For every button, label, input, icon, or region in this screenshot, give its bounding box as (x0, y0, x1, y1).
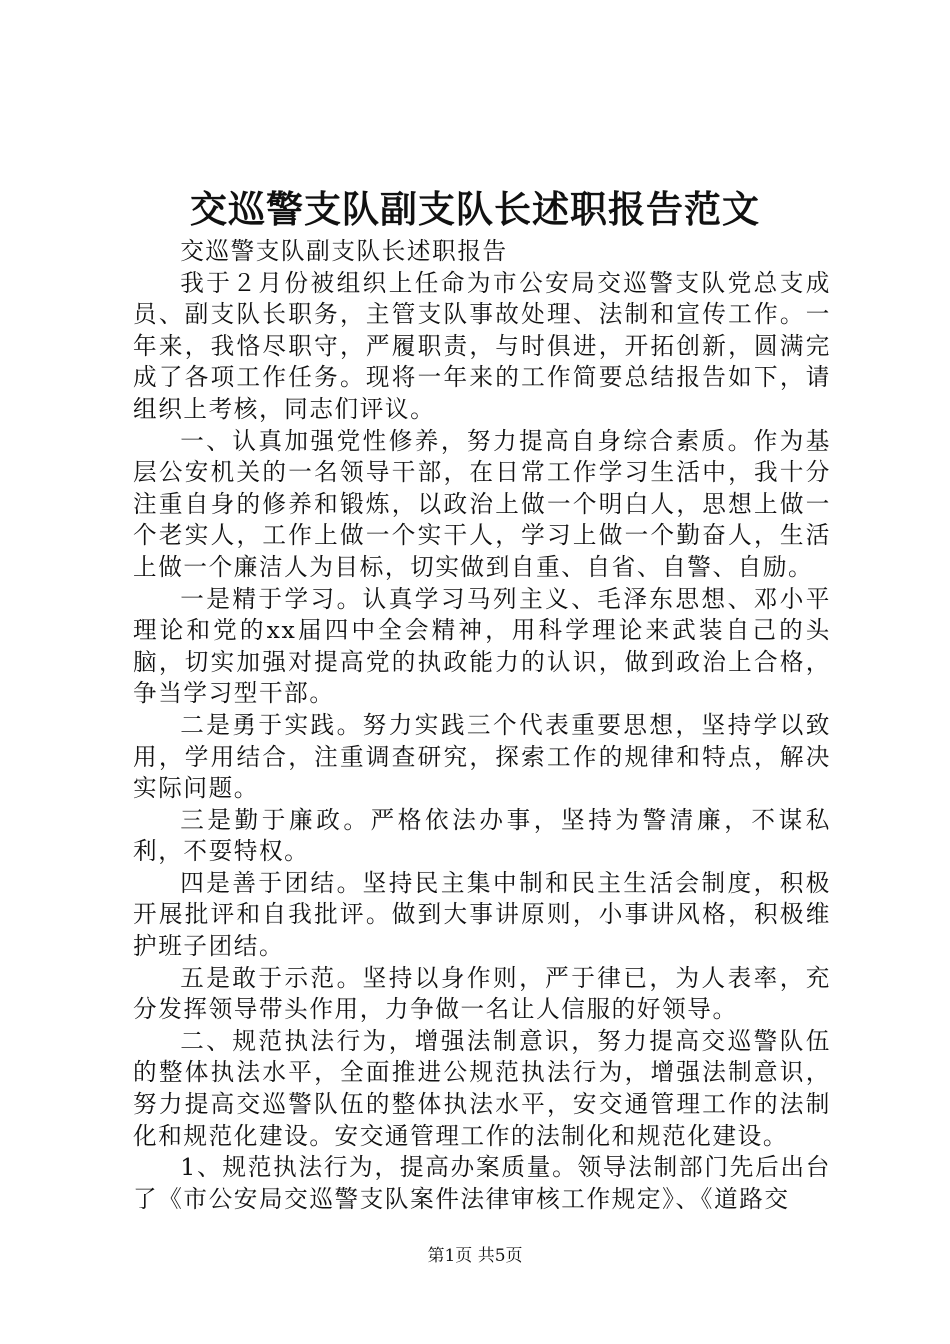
subtitle-paragraph: 交巡警支队副支队长述职报告 (180, 237, 508, 265)
body-paragraph: 二是勇于实践。努力实践三个代表重要思想，坚持学以致用，学用结合，注重调查研究，探索工作的规律和特点，解决实际问题。 (133, 710, 831, 803)
body-paragraph: 二、规范执法行为，增强法制意识，努力提高交巡警队伍的整体执法水平，全面推进公规范执法行为，增强法制意识，努力提高交巡警队伍的整体执法水平，安交通管理工作的法制化和规范化建设。安交通管理工作的法制化和规范化建设。 (133, 1026, 831, 1150)
document-title: 交巡警支队副支队长述职报告范文 (190, 187, 760, 231)
body-paragraph: 一、认真加强党性修养，努力提高自身综合素质。作为基层公安机关的一名领导干部，在日常工作学习生活中，我十分注重自身的修养和锻炼，以政治上做一个明白人，思想上做一个老实人，工作上做一个实干人，学习上做一个勤奋人，生活上做一个廉洁人为目标，切实做到自重、自省、自警、自励。 (133, 426, 831, 581)
body-paragraph: 四是善于团结。坚持民主集中制和民主生活会制度，积极开展批评和自我批评。做到大事讲原则，小事讲风格，积极维护班子团结。 (133, 868, 831, 961)
document-body (133, 236, 831, 1215)
page-footer: 第1页 共5页 (427, 1246, 523, 1266)
body-paragraph: 一是精于学习。认真学习马列主义、毛泽东思想、邓小平理论和党的xx届四中全会精神，用科学理论来武装自己的头脑，切实加强对提高党的执政能力的认识，做到政治上合格，争当学习型干部。 (133, 584, 831, 708)
body-paragraph: 1、规范执法行为，提高办案质量。领导法制部门先后出台了《市公安局交巡警支队案件法律审核工作规定》、《道路交 (133, 1153, 831, 1213)
body-paragraph: 五是敢于示范。坚持以身作则，严于律已，为人表率，充分发挥领导带头作用，力争做一名让人信服的好领导。 (133, 963, 831, 1024)
body-paragraph: 我于２月份被组织上任命为市公安局交巡警支队党总支成员、副支队长职务，主管支队事故处理、法制和宣传工作。一年来，我恪尽职守，严履职责，与时俱进，开拓创新，圆满完成了各项工作任务。现将一年来的工作简要总结报告如下，请组织上考核，同志们评议。 (133, 268, 831, 423)
body-paragraph: 三是勤于廉政。严格依法办事，坚持为警清廉，不谋私利，不耍特权。 (133, 805, 831, 866)
